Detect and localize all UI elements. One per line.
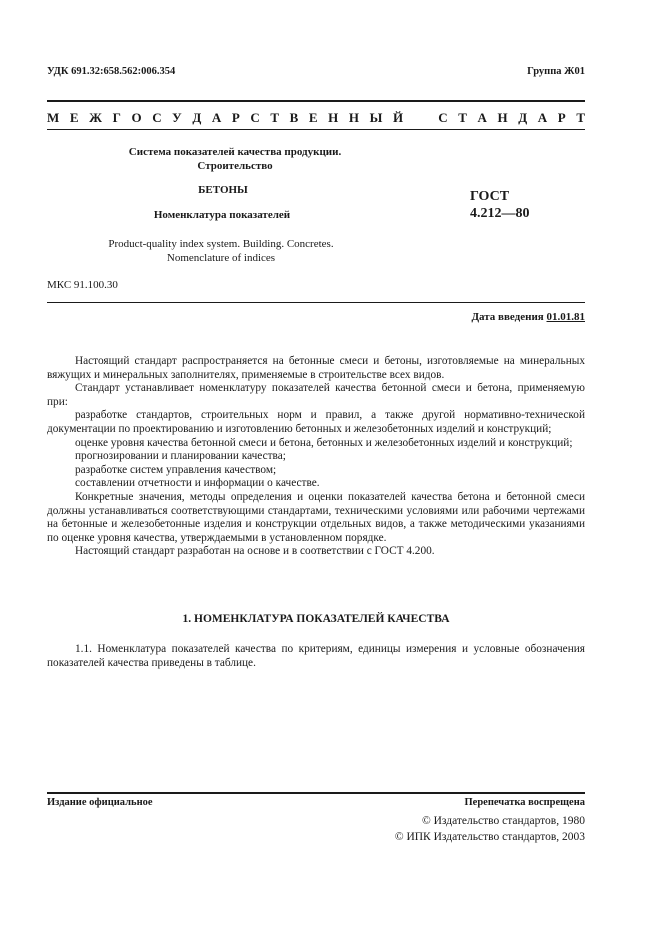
heading-letter: Е <box>69 110 79 125</box>
heading-letter: Д <box>518 110 528 125</box>
body-paragraph: Стандарт устанавливает номенклатуру показателей качества бетонной смеси и бетона, применяемую при: <box>47 382 585 408</box>
official-edition: Издание официальное <box>47 797 153 808</box>
heading-letter: Й <box>392 110 404 125</box>
heading-letter: Н <box>328 110 339 125</box>
heading-letter: Т <box>576 110 585 125</box>
heading-letter: Р <box>557 110 566 125</box>
heading-letter: Ы <box>369 110 383 125</box>
english-line-2: Nomenclature of indices <box>166 252 276 264</box>
title-block <box>0 146 470 173</box>
english-line-1: Product-quality index system. Building. Concretes. <box>108 238 334 250</box>
heading-letter: Т <box>270 110 280 125</box>
introduction-date-value: 01.01.81 <box>546 311 585 323</box>
footer-rule <box>47 792 585 794</box>
heading-letter: О <box>131 110 142 125</box>
body-paragraph: Настоящий стандарт распространяется на бетонные смеси и бетоны, изготовляемые на минеральных вяжущих и минеральных заполнителях, применяемые в строительстве всех видов. <box>47 355 585 381</box>
body-paragraph: составлении отчетности и информации о качестве. <box>75 477 320 490</box>
english-title <box>0 237 442 265</box>
top-rule-thin <box>47 129 585 130</box>
heading-letter: М <box>47 110 60 125</box>
heading-letter: С <box>152 110 162 125</box>
heading-letter: Т <box>458 110 467 125</box>
introduction-date-label: Дата введения <box>471 311 544 323</box>
group-code: Группа Ж01 <box>527 66 585 77</box>
system-line-2: Строительство <box>197 159 273 172</box>
heading-letter: Р <box>231 110 240 125</box>
top-rule-thick <box>47 100 585 102</box>
gost-label: ГОСТ <box>470 189 510 204</box>
mks-rule <box>47 302 585 303</box>
heading-letter: Г <box>112 110 121 125</box>
copyright-2003: © ИПК Издательство стандартов, 2003 <box>394 831 585 843</box>
section-1-heading: 1. НОМЕНКЛАТУРА ПОКАЗАТЕЛЕЙ КАЧЕСТВА <box>182 613 450 625</box>
system-line-1: Система показателей качества продукции. <box>128 146 342 158</box>
body-paragraph: оценке уровня качества бетонной смеси и бетона, бетонных и железобетонных изделий и конструкций; <box>75 436 573 449</box>
body-paragraph: разработке стандартов, строительных норм и правил, а также другой нормативно-технической документации по проектированию и изготовлению бетонных и железобетонных изделий и конструкций; <box>47 409 585 435</box>
body-paragraph: прогнозировании и планировании качества; <box>75 450 286 463</box>
section-1-paragraph: 1.1. Номенклатура показателей качества по критериям, единицы измерения и условные обозначения показателей качества приведены в таблице. <box>47 643 585 669</box>
preamble-text <box>47 355 585 559</box>
document-subtitle: Номенклатура показателей <box>153 209 291 221</box>
udc-code: УДК 691.32:658.562:006.354 <box>47 66 176 77</box>
introduction-date <box>471 311 585 323</box>
heading-letter: Ж <box>89 110 102 125</box>
heading-letter: С <box>250 110 260 125</box>
heading-letter: Е <box>308 110 318 125</box>
mks-code: МКС 91.100.30 <box>47 279 118 291</box>
heading-letter: В <box>289 110 299 125</box>
heading-letter: Н <box>348 110 360 125</box>
copyright-1980: © Издательство стандартов, 1980 <box>421 815 585 827</box>
heading-letter: А <box>537 110 548 125</box>
heading-letter: А <box>477 110 487 125</box>
body-paragraph: Настоящий стандарт разработан на основе и в соответствии с ГОСТ 4.200. <box>75 545 435 558</box>
heading-letter: С <box>438 110 448 125</box>
gost-number: 4.212—80 <box>470 206 530 221</box>
body-paragraph: разработке систем управления качеством; <box>75 463 277 476</box>
document-name: БЕТОНЫ <box>198 184 248 196</box>
body-paragraph: Конкретные значения, методы определения и оценки показателей качества бетона и бетонной смеси должны устанавливаться соответствующими стандартами, техническими условиями или рабочими чертежами на бетонные и железобетонные изделия и конструкции отдельных видов, а также методическими указаниями по оценке уровня качества, утверждаемыми в установленном порядке. <box>47 490 585 544</box>
heading-letter: Д <box>192 110 202 125</box>
heading-letter: А <box>211 110 222 125</box>
heading-word-gap <box>414 110 428 126</box>
reprint-prohibited: Перепечатка воспрещена <box>464 797 585 808</box>
interstate-standard-heading <box>47 110 585 126</box>
heading-letter: У <box>172 110 182 125</box>
heading-letter: Н <box>497 110 508 125</box>
section-1-text <box>47 643 585 670</box>
